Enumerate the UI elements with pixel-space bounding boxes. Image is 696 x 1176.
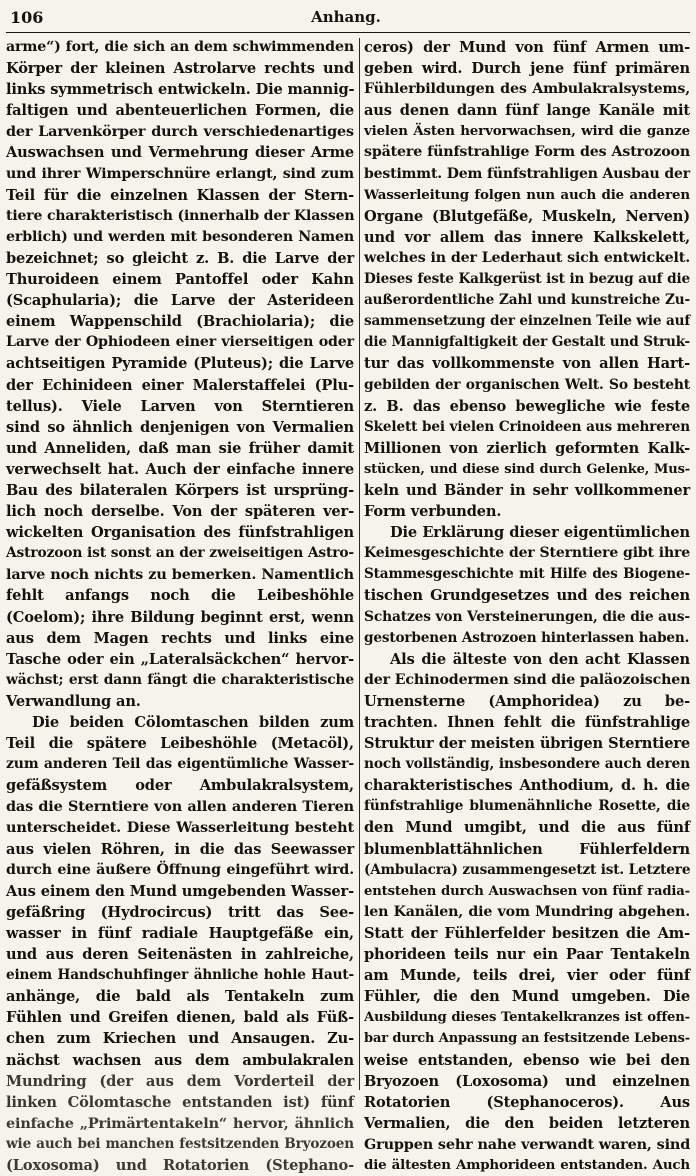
text-line: nächst wachsen aus dem ambulakralen <box>6 1051 354 1069</box>
text-line: Mundring (der aus dem Vorderteil der <box>6 1072 354 1090</box>
text-line: vielen Ästen hervorwachsen, wird die ganze <box>364 123 690 140</box>
text-line: trachten. Ihnen fehlt die fünfstrahlige <box>364 714 690 731</box>
text-line: wasser in fünf radiale Hauptgefäße ein, <box>6 924 354 942</box>
text-line: Wasserleitung folgen nun auch die anderen <box>364 186 690 203</box>
text-line: len Kanälen, die vom Mundring abgehen. <box>364 903 690 920</box>
text-line: achtseitigen Pyramide (Pluteus); die Larve <box>6 355 354 373</box>
text-line: Verwandlung an. <box>6 692 141 710</box>
text-line: zum anderen Teil das eigentümliche Wasser- <box>6 756 354 773</box>
text-line: welches in der Lederhaut sich entwickelt. <box>364 249 690 266</box>
text-line: Auswachsen und Vermehrung dieser Arme <box>6 144 354 162</box>
text-line: fehlt anfangs noch die Leibeshöhle <box>6 587 354 605</box>
text-line: blumenblattähnlichen Fühlerfeldern <box>364 840 690 858</box>
text-line: bar durch Anpassung an festsitzende Lebens- <box>364 1031 690 1047</box>
text-line: charakteristisches Anthodium, d. h. die <box>364 777 690 795</box>
text-line: die ältesten Amphorideen entstanden. Auch <box>364 1156 690 1173</box>
text-line: faltigen und abenteuerlichen Formen, die <box>6 102 354 120</box>
text-line: bezeichnet; so gleicht z. B. die Larve der <box>6 249 354 267</box>
text-line: und ihrer Wimperschnüre erlangt, sind zum <box>6 165 354 182</box>
text-line: Teil für die einzelnen Klassen der Stern- <box>6 186 354 204</box>
text-line: aus vielen Röhren, in die das Seewasser <box>6 840 354 858</box>
text-line: erblich) und werden mit besonderen Namen <box>6 228 354 245</box>
text-line: verwechselt hat. Auch der einfache innere <box>6 460 354 478</box>
text-line: Tasche oder ein „Lateralsäckchen“ hervor- <box>6 650 354 668</box>
text-line: unterscheidet. Diese Wasserleitung besteht <box>6 819 354 837</box>
text-line: Keimesgeschichte der Sterntiere gibt ihre <box>364 545 690 562</box>
text-line: Vermalien, die den beiden letzteren <box>364 1114 690 1132</box>
text-line: Stammesgeschichte mit Hilfe des Biogene- <box>364 566 690 583</box>
text-line: tischen Grundgesetzes und des reichen <box>364 587 690 605</box>
text-line: sammensetzung der einzelnen Teile wie auf <box>364 313 691 330</box>
text-line: noch vollständig, insbesondere auch deren <box>364 756 690 773</box>
text-line: aus denen dann fünf lange Kanäle mit <box>364 102 690 120</box>
text-line: arme“) fort, die sich an dem schwimmenden <box>6 39 354 55</box>
text-line: Die beiden Cölomtaschen bilden zum <box>32 714 354 731</box>
text-line: aus dem Magen rechts und links eine <box>6 629 354 647</box>
text-line: Bryozoen (Loxosoma) und einzelnen <box>364 1072 690 1090</box>
text-line: Thuroideen einem Pantoffel oder Kahn <box>6 271 354 289</box>
text-line: Körper der kleinen Astrolarve rechts und <box>6 60 354 78</box>
text-line: Aus einem den Mund umgebenden Wasser- <box>6 882 354 900</box>
text-line: der Larvenkörper durch verschiedenartiges <box>6 123 354 141</box>
text-line: den Mund umgibt, und die aus fünf <box>364 819 690 837</box>
text-line: die Mannigfaltigkeit der Gestalt und Struk- <box>364 334 690 351</box>
text-line: Als die älteste von den acht Klassen <box>390 650 690 668</box>
text-line: der Echinideen einer Malerstaffelei (Plu- <box>6 376 354 394</box>
text-line: durch eine äußere Öffnung eingeführt wird. <box>6 861 354 878</box>
text-line: Larve der Ophiodeen einer vierseitigen oder <box>6 334 354 351</box>
text-line: Fühler, die den Mund umgeben. Die <box>364 988 690 1006</box>
text-line: (Coelom); ihre Bildung beginnt erst, wenn <box>6 608 354 626</box>
text-line: gefäßring (Hydrocircus) tritt das See- <box>6 903 354 921</box>
text-line: Millionen von zierlich geformten Kalk- <box>364 439 690 457</box>
text-line: keln und Bänder in sehr vollkommener <box>364 481 690 499</box>
text-line: einem Wappenschild (Brachiolaria); die <box>6 313 354 331</box>
text-line: z. B. das ebenso bewegliche wie feste <box>364 397 690 415</box>
text-line: tur das vollkommenste von allen Hart- <box>364 355 690 373</box>
text-line: chen zum Kriechen und Ansaugen. Zu- <box>6 1030 354 1048</box>
text-line: der Echinodermen sind die paläozoischen <box>364 671 691 688</box>
text-line: fünfstrahlige blumenähnliche Rosette, die <box>364 798 690 815</box>
running-head-title: Anhang. <box>311 8 381 26</box>
text-line: einfache „Primärtentakeln“ hervor, ähnlich <box>6 1114 354 1132</box>
text-line: gestorbenen Astrozoen hinterlassen haben. <box>364 629 690 646</box>
text-line: stücken, und diese sind durch Gelenke, Mus- <box>364 461 690 477</box>
text-line: Bau des bilateralen Körpers ist ursprüng- <box>6 481 354 499</box>
text-line: spätere fünfstrahlige Form des Astrozoon <box>364 144 690 161</box>
text-line: Organe (Blutgefäße, Muskeln, Nerven) <box>364 207 690 225</box>
header-rule <box>6 32 690 33</box>
text-line: und vor allem das innere Kalkskelett, <box>364 228 690 246</box>
text-line: anhänge, die bald als Tentakeln zum <box>6 988 354 1006</box>
text-column-left <box>6 37 355 1174</box>
text-line: weise entstanden, ebenso wie bei den <box>364 1051 690 1069</box>
text-line: phorideen teils nur ein Paar Tentakeln <box>364 946 690 964</box>
text-line: Statt der Fühlerfelder besitzen die Am- <box>364 924 690 942</box>
text-line: geben wird. Durch jene fünf primären <box>364 60 690 78</box>
text-line: Dieses feste Kalkgerüst ist in bezug auf die <box>364 271 690 288</box>
text-line: Ausbildung dieses Tentakelkranzes ist offen- <box>364 1010 690 1026</box>
text-line: Form verbunden. <box>364 503 502 521</box>
text-line: wie auch bei manchen festsitzenden Bryozoen <box>6 1135 354 1152</box>
text-line: Teil die spätere Leibeshöhle (Metacöl), <box>6 735 354 753</box>
text-line: links symmetrisch entwickeln. Die mannig- <box>6 81 355 99</box>
text-line: Fühlerbildungen des Ambulakralsystems, <box>364 81 690 98</box>
text-line: gefäßsystem oder Ambulakralsystem, <box>6 777 354 795</box>
text-line: larve noch nichts zu bemerken. Namentlich <box>6 566 354 584</box>
text-line: bestimmt. Dem fünfstrahligen Ausbau der <box>364 165 690 182</box>
text-line: das die Sterntiere von allen anderen Tieren <box>6 798 354 816</box>
text-line: Urnensterne (Amphoridea) zu be- <box>364 692 690 710</box>
text-line: Struktur der meisten übrigen Sterntiere <box>364 735 690 753</box>
text-line: und aus deren Seitenästen in zahlreiche, <box>6 946 354 964</box>
column-divider <box>359 38 360 1090</box>
text-line: außerordentliche Zahl und kunstreiche Zu- <box>364 292 690 309</box>
text-line: (Ambulacra) zusammengesetzt ist. Letztere <box>364 861 691 878</box>
text-line: Astrozoon ist sonst an der zweiseitigen Astro- <box>6 545 354 562</box>
text-line: lich noch derselbe. Von der späteren ver- <box>6 503 354 521</box>
text-line: Skelett bei vielen Crinoideen aus mehreren <box>364 418 690 435</box>
text-line: Die Erklärung dieser eigentümlichen <box>390 524 690 542</box>
text-line: am Munde, teils drei, vier oder fünf <box>364 967 690 985</box>
running-head <box>6 4 686 32</box>
text-line: Gruppen sehr nahe verwandt waren, sind <box>364 1135 691 1153</box>
text-line: Fühlen und Greifen dienen, bald als Füß- <box>6 1009 354 1027</box>
text-line: (Loxosoma) und Rotatorien (Stephano- <box>6 1156 354 1174</box>
text-line: und Anneliden, daß man sie früher damit <box>6 439 354 457</box>
text-line: sind so ähnlich denjenigen von Vermalien <box>6 418 354 436</box>
text-column-right <box>364 37 691 1173</box>
text-line: entstehen durch Auswachsen von fünf radia- <box>364 883 690 899</box>
text-line: Schatzes von Versteinerungen, die die aus- <box>364 608 690 625</box>
page-number: 106 <box>10 8 44 27</box>
text-line: wickelten Organisation des fünfstrahligen <box>6 524 354 542</box>
text-line: tellus). Viele Larven von Sterntieren <box>6 397 354 415</box>
text-line: linken Cölomtasche entstanden ist) fünf <box>6 1093 354 1111</box>
text-line: (Scaphularia); die Larve der Asterideen <box>6 292 354 310</box>
text-line: wächst; erst dann fängt die charakteristische <box>6 671 354 688</box>
text-line: einem Handschuhfinger ähnliche hohle Haut- <box>6 967 354 984</box>
text-line: tiere charakteristisch (innerhalb der Klassen <box>6 207 355 224</box>
text-line: gebilden der organischen Welt. So besteht <box>364 376 690 393</box>
text-line: ceros) der Mund von fünf Armen um- <box>364 39 690 56</box>
text-line: Rotatorien (Stephanoceros). Aus <box>364 1093 690 1111</box>
